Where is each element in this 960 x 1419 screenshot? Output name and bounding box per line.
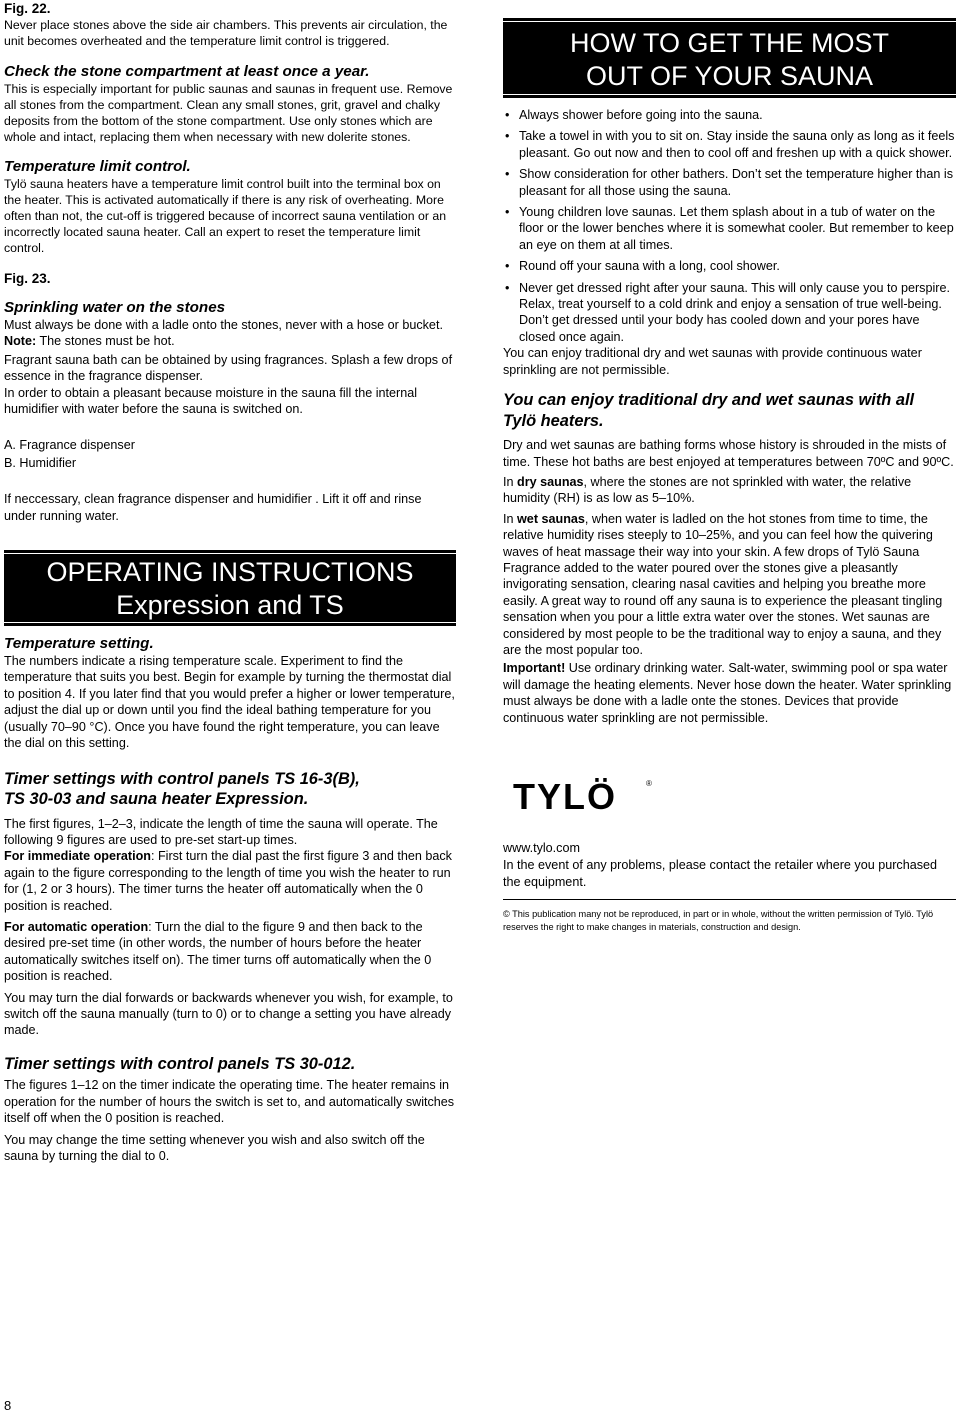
history-text: Dry and wet saunas are bathing forms whose history is shrouded in the mists of time. These hot baths are best enjoyed at temperatures between 70ºC and 90ºC. xyxy=(503,438,954,469)
tylo-logo-text: TYLÖ xyxy=(513,776,617,812)
right-column xyxy=(503,0,956,933)
registered-mark: ® xyxy=(646,779,652,788)
left-column xyxy=(4,0,456,1164)
traditional-text: You can enjoy traditional dry and wet saunas with provide continuous water sprinkling are not permissible. xyxy=(503,346,922,377)
fragrance-text: Fragrant sauna bath can be obtained by using fragrances. Splash a few drops of essence in the fragrance dispenser. xyxy=(4,352,453,384)
sprinkling-text: Must always be done with a ladle onto the stones, never with a hose or bucket. Note: The stones must be hot. xyxy=(4,318,443,349)
important-text: Important! Use ordinary drinking water. Salt-water, swimming pool or spa water will damage the heating elements. Never hose down the heater. Water sprinkling must always be done with a ladle onte the stones. Devices that provide continuous water sprinkling are not permissible. xyxy=(503,661,952,725)
copyright-note: © This publication many not be reproduced, in part or in whole, without the written permission of Tylö. Tylö reserves the right to make changes in materials, construction and design. xyxy=(503,899,956,933)
timer1-text: The first figures, 1–2–3, indicate the length of time the sauna will operate. The following 9 figures are used to pre-set start-up times. xyxy=(4,816,438,847)
fig-22-text: Never place stones above the side air chambers. This prevents air circulation, the unit becomes overheated and the temperature limit control is triggered. xyxy=(4,18,448,48)
temp-setting-text: The numbers indicate a rising temperature scale. Experiment to find the temperature that suits you best. Begin for example by turning the thermostat dial to position 4. If you later find that you would prefer a higher or lower temperature, adjust the dial up or down until you find the ideal bathing temperature for you (usually 70–90 °C). Once you have found the right temperature, you can leave the dial on this setting. xyxy=(4,654,455,751)
sauna-tips-banner xyxy=(503,18,956,98)
bullet-icon: • xyxy=(505,259,510,274)
website-link[interactable]: www.tylo.com xyxy=(503,841,580,855)
list-item: • Young children love saunas. Let them splash about in a tub of water on the floor or the lower benches where it is somewhat cooler. But remember to keep an eye on them at all times. xyxy=(505,205,954,252)
bullet-icon: • xyxy=(505,205,510,220)
bullet-icon: • xyxy=(505,280,510,295)
contact-text: In the event of any problems, please contact the retailer where you purchased the equipment. xyxy=(503,858,938,889)
timer1-heading-line-1: Timer settings with control panels TS 16-3(B), xyxy=(4,769,360,788)
tylo-logo-mark xyxy=(503,776,653,812)
timer1-heading-line-2: TS 30-03 and sauna heater Expression. xyxy=(4,790,309,808)
item-b: B. Humidifier xyxy=(4,455,77,470)
timer2-heading: Timer settings with control panels TS 30-012. xyxy=(4,1054,356,1073)
dry-wet-heading-line-1: You can enjoy traditional dry and wet saunas with all xyxy=(503,391,915,410)
temp-limit-text: Tylö sauna heaters have a temperature limit control built into the terminal box on the heater. This is activated automatically if there is any risk of overheating. More often than not, the cut-off is triggered because of incorrect sauna ventilation or an incorrectly located sauna heater. Call an expert to reset the temperature limit control. xyxy=(4,177,447,255)
timer2-text-2: You may change the time setting whenever you wish and also switch off the sauna by turning the dial to 0. xyxy=(4,1132,425,1163)
dry-wet-heading-line-2: Tylö heaters. xyxy=(503,411,604,430)
list-item: • Show consideration for other bathers. Don’t set the temperature higher than is pleasant for all those using the sauna. xyxy=(505,167,954,198)
moisture-text: In order to obtain a pleasant because moisture in the sauna fill the internal humidifier with water before the sauna is switched on. xyxy=(4,385,418,417)
sprinkling-heading: Sprinkling water on the stones xyxy=(4,299,226,316)
automatic-operation-text: For automatic operation: Turn the dial to the figure 9 and then back to the desired pre-set time (in other words, the number of hours before the heater automatically switches itself on). The timer turns off automatically when the 0 position is reached. xyxy=(4,919,432,984)
fig-22-label: Fig. 22. xyxy=(4,1,51,16)
list-item: • Never get dressed right after your sauna. This will only cause you to perspire. Relax, treat yourself to a cold drink and enjoy a sensation of true well-being. Don’t get dressed until your body has cooled down and your pores have closed once again. xyxy=(505,280,950,344)
page-number: 8 xyxy=(4,1398,12,1413)
list-item: • Round off your sauna with a long, cool shower. xyxy=(505,259,780,274)
bullet-icon: • xyxy=(505,167,510,182)
fig-23-label: Fig. 23. xyxy=(4,271,51,286)
list-item: • Take a towel in with you to sit on. Stay inside the sauna only as long as it feels pleasant. Go out now and then to cool off and freshen up with a quick shower. xyxy=(505,129,955,160)
wet-sauna-text: In wet saunas, when water is ladled on the hot stones from time to time, the relative humidity rises steeply to 10–25%, and you can feel how the quivering waves of heat massage their way into your skin. A few drops of Tylö Sauna Fragrance added to the water poured over the stones give a pleasantly invigorating sensation, clearing nasal cavities and helping you breathe more easily. A great way to round off any sauna is to experience the pleasant tingling sensation when you pour a little extra water over the stones. Wet saunas are considered by most people to be the traditional way to enjoy a sauna, and they are the most popular too. xyxy=(503,511,943,657)
stone-check-heading: Check the stone compartment at least once a year. xyxy=(4,63,370,80)
timer2-text: The figures 1–12 on the timer indicate the operating time. The heater remains in operation for the number of hours the switch is set to, and automatically switches itself off when the 0 position is reached. xyxy=(4,1078,455,1126)
temp-limit-heading: Temperature limit control. xyxy=(4,158,191,175)
tylo-logo xyxy=(503,776,956,812)
stone-check-text: This is especially important for public saunas and saunas in frequent use. Remove all stones from the compartment. Clean any small stones, grit, gravel and chalky deposits from the bottom of the stone compartment. Use only stones which are whole and intact, replacing them when necessary with new dolerite stones. xyxy=(4,82,453,144)
temp-setting-heading: Temperature setting. xyxy=(4,635,154,653)
turn-dial-text: You may turn the dial forwards or backwards whenever you wish, for example, to switch off the sauna manually (turn to 0) or to change a setting you have already made. xyxy=(4,990,453,1038)
immediate-operation-text: For immediate operation: First turn the dial past the first figure 3 and then back again to the figure corresponding to the length of time you wish the heater to run for (1, 2 or 3 hours). The timer turns the heater off automatically when the 0 position is reached. xyxy=(4,849,452,913)
banner-line-1: HOW TO GET THE MOST xyxy=(569,28,890,58)
operating-instructions-banner xyxy=(4,550,456,626)
dry-sauna-text: In dry saunas, where the stones are not sprinkled with water, the relative humidity (RH) is as low as 5–10%. xyxy=(503,474,912,506)
bullet-icon: • xyxy=(505,129,510,144)
banner-line-1: OPERATING INSTRUCTIONS xyxy=(46,557,414,588)
sauna-tips-list xyxy=(503,107,956,345)
bullet-icon: • xyxy=(505,108,510,122)
banner-line-2: Expression and TS xyxy=(116,590,344,621)
clean-text: If neccessary, clean fragrance dispenser and humidifier . Lift it off and rinse under running water. xyxy=(4,492,422,523)
list-item: • Always shower before going into the sauna. xyxy=(505,108,763,122)
banner-line-2: OUT OF YOUR SAUNA xyxy=(585,61,874,91)
item-a: A. Fragrance dispenser xyxy=(4,438,135,453)
